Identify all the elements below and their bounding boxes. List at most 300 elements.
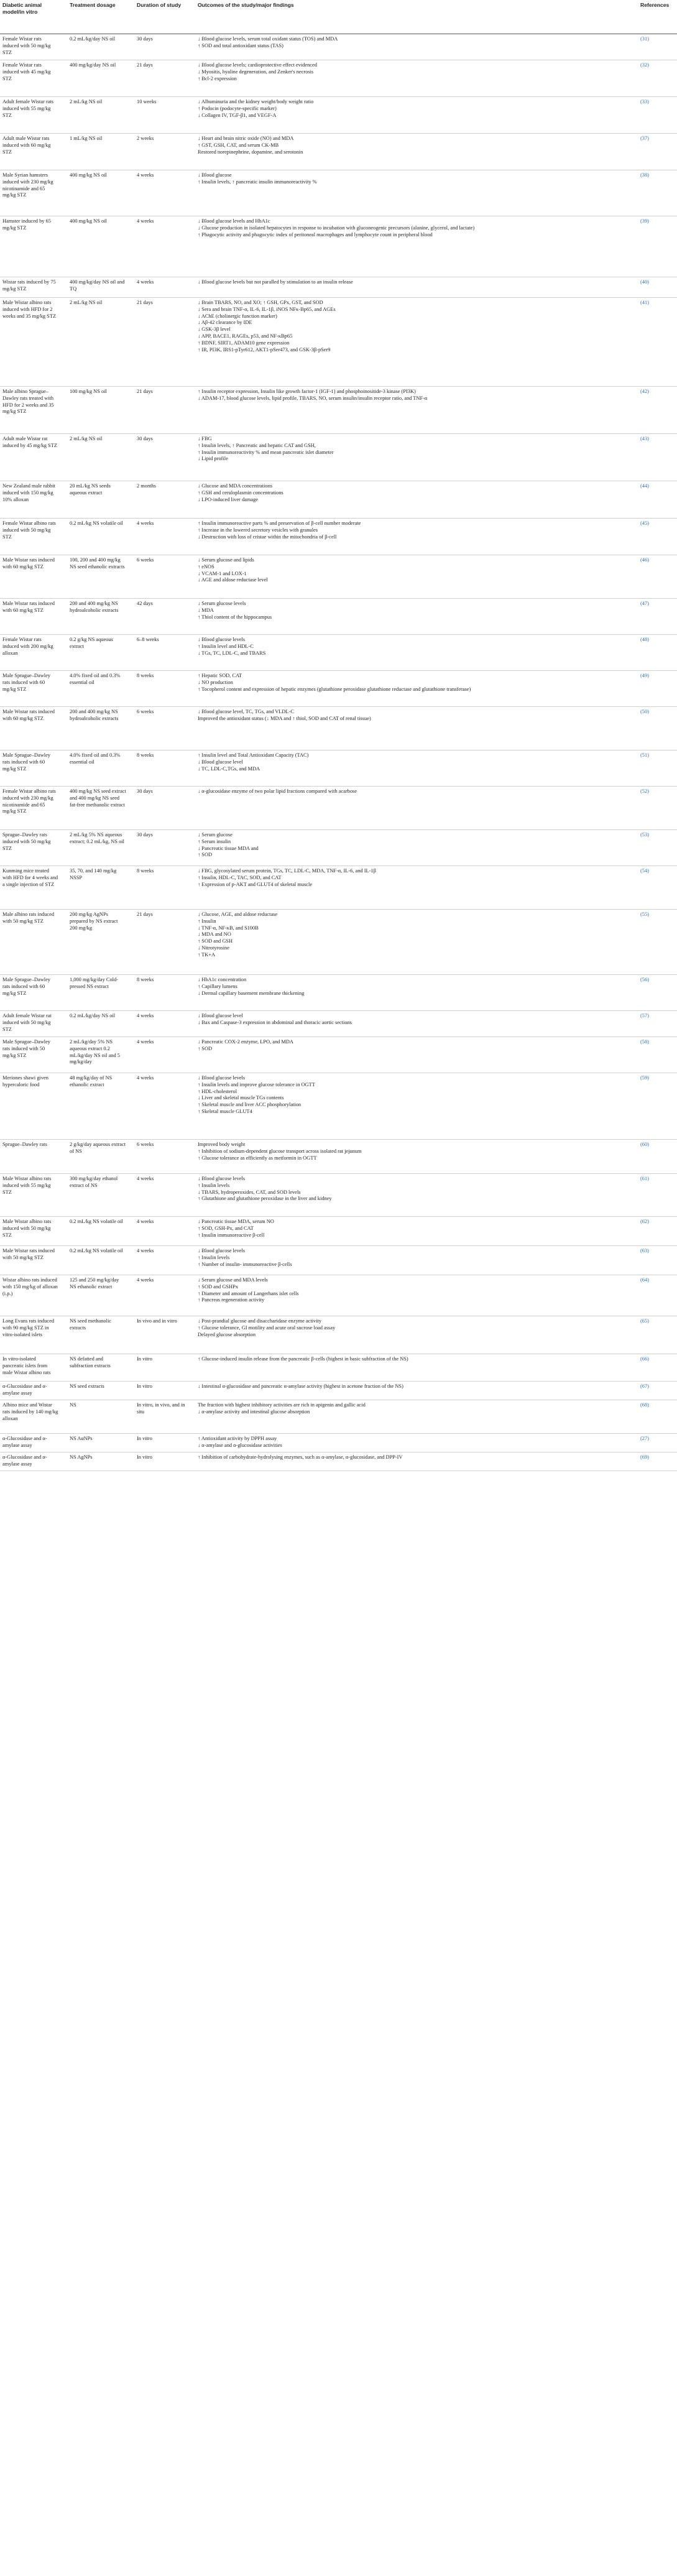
findings-cell (198, 1356, 602, 1363)
table-row (0, 635, 677, 671)
reference-link[interactable]: (27) (640, 1436, 649, 1441)
reference-link[interactable]: (44) (640, 483, 649, 489)
table-row (0, 599, 677, 635)
table-row (0, 134, 677, 170)
finding-line: Improved body weight (198, 1142, 246, 1147)
duration-cell: 10 weeks (137, 99, 157, 104)
finding-line: ↑ Serum insulin (198, 838, 231, 844)
finding-line: ↓ Brain TBARS, NO, and XO; ↑ GSH, GPx, GST, and SOD (198, 300, 323, 305)
finding-line: ↓ Post-prandial glucose and disaccharidase enzyme activity (198, 1318, 322, 1324)
findings-cell (198, 1318, 602, 1338)
duration-cell: 4 weeks (137, 279, 154, 285)
findings-cell (198, 1248, 602, 1268)
finding-line: ↓ Intestinal α-glucosidase and pancreatic α-amylase activity (highest in acetone fraction of the NS) (198, 1383, 403, 1389)
header-duration: Duration of study (137, 2, 182, 8)
dosage-cell: 48 mg/kg/day of NS ethanolic extract (70, 1075, 113, 1087)
reference-link[interactable]: (67) (640, 1383, 649, 1389)
finding-line: ↓ Serum glucose (198, 832, 233, 838)
reference-link[interactable]: (54) (640, 868, 649, 874)
findings-cell (198, 1176, 602, 1203)
dosage-cell: 400 mg/kg NS oil (70, 218, 107, 224)
header-dosage: Treatment dosage (70, 2, 116, 8)
model-cell: Male Sprague–Dawley rats induced with 50 mg/kg STZ (2, 1039, 50, 1058)
table-row (0, 277, 677, 298)
reference-link[interactable]: (58) (640, 1039, 649, 1045)
duration-cell: In vitro (137, 1356, 152, 1362)
duration-cell: 21 days (137, 912, 153, 917)
reference-link[interactable]: (65) (640, 1318, 649, 1324)
finding-line: ↓ FBG, glycosylated serum protein, TGs, TC, LDL-C, MDA, TNF-α, IL-6, and IL-1β (198, 868, 376, 874)
model-cell: Male Sprague–Dawley rats induced with 60 mg/kg STZ (2, 752, 50, 772)
model-cell: Wistar rats induced by 75 mg/kg STZ (2, 279, 56, 292)
table-row (0, 60, 677, 97)
findings-cell (198, 279, 602, 286)
model-cell: Female Wistar albino rats induced with 50 mg/kg STZ (2, 520, 56, 540)
table-row (0, 975, 677, 1011)
model-cell: Male Wistar albino rats induced with 50 mg/kg STZ (2, 1219, 52, 1238)
finding-line: ↑ Insulin levels and improve glucose tolerance in OGTT (198, 1081, 315, 1087)
finding-line: ↓ AChE (cholinergic function marker) (198, 313, 277, 319)
finding-line: ↑ Inhibition of carbohydrate-hydrolysing enzymes, such as α-amylase, α-glucosidase, and DPP-IV (198, 1454, 403, 1460)
reference-link[interactable]: (31) (640, 36, 649, 42)
table-row (0, 910, 677, 975)
reference-link[interactable]: (64) (640, 1277, 649, 1283)
reference-link[interactable]: (47) (640, 601, 649, 606)
header-outcomes: Outcomes of the study/major findings (198, 2, 294, 8)
finding-line: ↓ Aβ-42 clearance by IDE (198, 320, 252, 326)
findings-cell (198, 218, 602, 238)
dosage-cell: 200 mg/kg AgNPs prepared by NS extract 200 mg/kg (70, 912, 118, 931)
finding-line: ↓ α-amylase activity and intestinal glucose absorption (198, 1408, 310, 1415)
table-header (0, 0, 677, 34)
dosage-cell: 2 mL/kg NS oil (70, 99, 103, 104)
table-row (0, 97, 677, 134)
finding-line: ↑ Insulin levels, ↑ pancreatic insulin immunoreactivity % (198, 178, 317, 185)
finding-line: ↑ Insulin immunoreactivity % and mean pancreatic islet diameter (198, 449, 334, 455)
finding-line: ↓ Bax and Caspase-3 expression in abdominal and thoracic aortic sections (198, 1019, 352, 1025)
finding-line: ↑ HDL-cholesterol (198, 1088, 237, 1094)
dosage-cell: 400 mg/kg NS oil (70, 172, 107, 178)
findings-cell (198, 977, 602, 997)
finding-line: ↑ Insulin levels (198, 1254, 230, 1260)
model-cell: Hamster induced by 65 mg/kg STZ (2, 218, 51, 231)
finding-line: ↑ Tocopherol content and expression of hepatic enzymes (glutathione peroxidase glutathione reductase and glutathione transferase) (198, 686, 471, 692)
table-row (0, 1073, 677, 1140)
finding-line: The fraction with highest inhibitory activities are rich in apigenin and gallic acid (198, 1402, 366, 1408)
duration-cell: 6 weeks (137, 557, 154, 563)
table-row (0, 216, 677, 277)
finding-line: ↑ Glucose tolerance, GI motility and acute oral sucrose load assay (198, 1324, 336, 1331)
finding-line: ↓ Glucose production in isolated hepatocytes in response to incubation with gluconeogenic precursors (alanine, glycerol, and lactate) (198, 224, 475, 231)
finding-line: Improved the antioxidant status (↓ MDA and ↑ thiol, SOD and CAT of renal tissue) (198, 715, 371, 721)
model-cell: Male Sprague–Dawley rats induced with 60 mg/kg STZ (2, 977, 50, 996)
dosage-cell: 2 mL/kg NS oil (70, 300, 103, 305)
finding-line: ↓ VCAM-1 and LOX-1 (198, 570, 247, 576)
reference-link[interactable]: (41) (640, 300, 649, 305)
finding-line: ↓ Blood glucose levels; cardioprotective effect evidenced (198, 62, 317, 68)
model-cell: Male albino rats induced with 50 mg/kg STZ (2, 912, 55, 924)
table-row (0, 707, 677, 750)
table-row (0, 1434, 677, 1452)
reference-link[interactable]: (53) (640, 832, 649, 838)
finding-line: ↓ Glucose and MDA concentrations (198, 483, 273, 489)
model-cell: Male Wistar albino rats induced with HFD for 2 weeks and 35 mg/kg STZ (2, 300, 57, 319)
reference-link[interactable]: (51) (640, 752, 649, 758)
duration-cell: 30 days (137, 788, 153, 794)
model-cell: Sprague–Dawley rats (2, 1142, 47, 1147)
table-row (0, 1140, 677, 1174)
table-row (0, 555, 677, 599)
findings-cell (198, 1013, 602, 1027)
table-row (0, 481, 677, 519)
finding-line: ↑ Insulin immunoreactive parts % and preservation of β-cell number moderate (198, 520, 361, 526)
dosage-cell: 400 mg/kg NS seed extract and 400 mg/kg NS seed fat-free methanolic extract (70, 788, 126, 808)
table-row (0, 34, 677, 60)
finding-line: ↑ SOD and GSHPx (198, 1283, 238, 1290)
header-model: Diabetic animal model/in vitro (2, 2, 42, 15)
model-cell: Male Wistar albino rats induced with 55 mg/kg STZ (2, 1176, 52, 1195)
dosage-cell: 200 and 400 mg/kg NS hydroalcoholic extracts (70, 709, 119, 721)
finding-line: ↑ Glucose-induced insulin release from the pancreatic β-cells (highest in basic subfraction of the NS) (198, 1356, 408, 1362)
dosage-cell: 0.2 mL/kg NS volatile oil (70, 1248, 123, 1253)
findings-cell (198, 557, 602, 584)
findings-cell (198, 788, 602, 795)
reference-link[interactable]: (69) (640, 1454, 649, 1460)
finding-line: ↑ Capillary lumens (198, 983, 237, 989)
duration-cell: 4 weeks (137, 1075, 154, 1081)
findings-cell (198, 1454, 602, 1461)
findings-cell (198, 709, 602, 722)
findings-cell (198, 389, 602, 402)
finding-line: ↑ Insulin levels (198, 1182, 230, 1188)
duration-cell: 30 days (137, 36, 153, 42)
finding-line: ↓ Lipid profile (198, 456, 228, 462)
finding-line: ↓ Blood glucose levels (198, 1248, 246, 1253)
finding-line: ↑ eNOS (198, 563, 214, 570)
findings-cell (198, 300, 602, 353)
finding-line: ↓ LPO-induced liver damage (198, 496, 258, 502)
finding-line: ↑ TK+A (198, 951, 216, 958)
finding-line: ↓ Myositis, hyaline degeneration, and Zenker's necrosis (198, 68, 314, 75)
dosage-cell: 300 mg/kg/day ethanol extract of NS (70, 1176, 118, 1188)
reference-link[interactable]: (56) (640, 977, 649, 982)
findings-cell (198, 136, 602, 155)
finding-line: ↓ Blood glucose level, TC, TGs, and VLDL-C (198, 709, 294, 714)
dosage-cell: 1 mL/kg NS oil (70, 136, 103, 141)
table-row (0, 387, 677, 434)
dosage-cell: 2 mL/kg 5% NS aqueous extract; 0.2 mL/kg, NS oil (70, 832, 124, 844)
table-row (0, 1354, 677, 1382)
finding-line: ↓ NO production (198, 679, 233, 685)
reference-link[interactable]: (50) (640, 709, 649, 714)
duration-cell: 4 weeks (137, 1277, 154, 1283)
reference-link[interactable]: (42) (640, 389, 649, 394)
findings-cell (198, 673, 602, 693)
finding-line: ↓ TC, LDL-C,TGs, and MDA (198, 765, 260, 772)
duration-cell: 4 weeks (137, 1013, 154, 1018)
duration-cell: 21 days (137, 62, 153, 68)
model-cell: Female Wistar rats induced with 45 mg/kg STZ (2, 62, 51, 81)
model-cell: Adult female Wistar rat induced with 50 mg/kg STZ (2, 1013, 52, 1032)
finding-line: ↑ Hepatic SOD, CAT (198, 673, 242, 678)
findings-cell (198, 1402, 602, 1416)
duration-cell: 30 days (137, 436, 153, 441)
duration-cell: In vitro (137, 1383, 152, 1389)
finding-line: ↓ Sera and brain TNF-α, IL-6, IL-1β, iNOS NFκ-Bp65, and AGEs (198, 306, 336, 312)
reference-link[interactable]: (60) (640, 1142, 649, 1147)
duration-cell: 8 weeks (137, 868, 154, 874)
model-cell: Meriones shawi given hypercaloric food (2, 1075, 48, 1087)
model-cell: α-Glucosidase and α-amylase assay (2, 1436, 47, 1448)
finding-line: ↑ Phagocytic activity and phagocytic index of peritoneal macrophages and lymphocyte count in peripheral blood (198, 231, 433, 238)
dosage-cell: NS seed methanolic extracts (70, 1318, 111, 1331)
reference-link[interactable]: (68) (640, 1402, 649, 1408)
findings-cell (198, 1075, 602, 1115)
model-cell: Adult male Wistar rats induced with 60 mg/kg STZ (2, 136, 51, 155)
finding-line: ↑ GSH and ceruloplasmin concentrations (198, 489, 283, 496)
finding-line: Restored norepinephrine, dopamine, and serotonin (198, 149, 303, 155)
model-cell: Sprague–Dawley rats induced with 50 mg/kg STZ (2, 832, 51, 851)
duration-cell: 2 months (137, 483, 156, 489)
model-cell: Long Evans rats induced with 90 mg/kg STZ in vitro-isolated islets (2, 1318, 55, 1337)
finding-line: ↑ SOD (198, 852, 213, 858)
table-row (0, 750, 677, 787)
reference-link[interactable]: (66) (640, 1356, 649, 1362)
dosage-cell: 100, 200 and 400 mg/kg NS seed ethanolic extracts (70, 557, 125, 570)
duration-cell: 6–8 weeks (137, 637, 159, 642)
model-cell: Male Wistar rats induced with 60 mg/kg STZ (2, 601, 55, 613)
finding-line: Delayed glucose absorption (198, 1331, 256, 1337)
finding-line: ↑ Insulin (198, 918, 216, 924)
findings-cell (198, 1039, 602, 1053)
finding-line: ↑ Insulin, HDL-C, TAC, SOD, and CAT (198, 874, 282, 880)
reference-link[interactable]: (40) (640, 279, 649, 285)
finding-line: ↓ Blood glucose levels (198, 1176, 246, 1181)
findings-cell (198, 637, 602, 657)
finding-line: ↑ Insulin levels, ↑ Pancreatic and hepatic CAT and GSH, (198, 442, 316, 448)
finding-line: ↑ Insulin level and HDL-C (198, 643, 254, 649)
finding-line: ↓ Blood glucose levels (198, 637, 246, 642)
finding-line: ↓ HbA1c concentration (198, 977, 247, 982)
finding-line: ↑ Thiol content of the hippocampus (198, 614, 272, 620)
findings-cell (198, 62, 602, 82)
finding-line: ↓ MDA (198, 607, 214, 613)
finding-line: ↑ SOD, GSH-Px, and CAT (198, 1225, 254, 1231)
reference-link[interactable]: (32) (640, 62, 649, 68)
finding-line: ↑ Bcl-2 expression (198, 75, 237, 81)
duration-cell: In vitro (137, 1454, 152, 1460)
dosage-cell: 0.2 mL/kg NS volatile oil (70, 520, 123, 526)
model-cell: New Zealand male rabbit induced with 150 mg/kg 10% alloxan (2, 483, 55, 502)
duration-cell: 4 weeks (137, 1039, 154, 1045)
duration-cell: 8 weeks (137, 977, 154, 982)
table-row (0, 1400, 677, 1434)
dosage-cell: 125 and 250 mg/kg/day NS ethanolic extract (70, 1277, 119, 1290)
finding-line: ↓ Serum glucose and lipids (198, 557, 254, 563)
finding-line: ↓ Blood glucose level (198, 1013, 243, 1018)
finding-line: ↑ Insulin level and Total Antioxidant Capacity (TAC) (198, 752, 309, 758)
dosage-cell: NS AuNPs (70, 1436, 93, 1441)
duration-cell: 2 weeks (137, 136, 154, 141)
table-row (0, 1452, 677, 1471)
findings-cell (198, 1219, 602, 1239)
model-cell: Adult male Wistar rat induced by 45 mg/kg STZ (2, 436, 57, 448)
duration-cell: 4 weeks (137, 1248, 154, 1253)
finding-line: ↓ Collagen IV, TGF-β1, and VEGF-A (198, 112, 277, 118)
reference-link[interactable]: (57) (640, 1013, 649, 1018)
reference-link[interactable]: (46) (640, 557, 649, 563)
finding-line: ↓ FBG (198, 436, 212, 441)
finding-line: ↑ Pancreas regeneration activity (198, 1297, 265, 1303)
finding-line: ↑ Podocin (podocyte-specific marker) (198, 105, 277, 111)
findings-cell (198, 1277, 602, 1304)
model-cell: α-Glucosidase and α-amylase assay (2, 1383, 47, 1396)
reference-link[interactable]: (48) (640, 637, 649, 642)
table-row (0, 170, 677, 216)
model-cell: Albino mice and Wistar rats induced by 140 mg/kg alloxan (2, 1402, 58, 1421)
findings-cell (198, 752, 602, 772)
finding-line: ↓ Albuminuria and the kidney weight/body weight ratio (198, 99, 314, 104)
finding-line: ↓ Pancreatic tissue MDA, serum NO (198, 1219, 274, 1224)
table-row (0, 1275, 677, 1316)
reference-link[interactable]: (55) (640, 912, 649, 917)
duration-cell: In vitro, in vivo, and in situ (137, 1402, 185, 1415)
dosage-cell: 35, 70, and 140 mg/kg NSSP (70, 868, 117, 880)
reference-link[interactable]: (63) (640, 1248, 649, 1253)
duration-cell: 21 days (137, 300, 153, 305)
header-references: References (640, 2, 670, 8)
reference-link[interactable]: (61) (640, 1176, 649, 1181)
dosage-cell: 2 mL/kg NS oil (70, 436, 103, 441)
model-cell: Male Sprague–Dawley rats induced with 60 mg/kg STZ (2, 673, 50, 692)
duration-cell: In vitro (137, 1436, 152, 1441)
dosage-cell: 1,000 mg/kg/day Cold-pressed NS extract (70, 977, 118, 989)
finding-line: ↓ TGs, TC, LDL-C, and TBARS (198, 650, 266, 656)
table-row (0, 1246, 677, 1275)
findings-cell (198, 1142, 602, 1161)
finding-line: ↑ Glutathione and glutathione peroxidase in the liver and kidney (198, 1196, 332, 1202)
table-body (0, 34, 677, 1471)
finding-line: ↑ Number of insulin- immunoreactive β-cells (198, 1261, 292, 1267)
finding-line: ↓ Pancreatic COX-2 enzyme, LPO, and MDA (198, 1039, 293, 1045)
finding-line: ↓ Dermal capillary basement membrane thickening (198, 990, 305, 996)
model-cell: Male Wistar rats induced with 60 mg/kg STZ (2, 557, 55, 570)
table-row (0, 671, 677, 707)
findings-cell (198, 832, 602, 859)
finding-line: ↑ SOD and GSH (198, 938, 233, 944)
finding-line: ↓ Glucose, AGE, and aldose reductase (198, 912, 278, 917)
table-row (0, 1217, 677, 1246)
model-cell: In vitro-isolated pancreatic islets from male Wistar albino rats (2, 1356, 51, 1375)
finding-line: ↑ Insulin receptor expression, Insulin like growth factor-1 (IGF-1) and phosphoinositide-3 kinase (PI3K) (198, 389, 416, 394)
reference-link[interactable]: (39) (640, 218, 649, 224)
table-row (0, 1382, 677, 1400)
duration-cell: 8 weeks (137, 673, 154, 678)
finding-line: ↓ Heart and brain nitric oxide (NO) and MDA (198, 136, 294, 141)
duration-cell: 4 weeks (137, 1176, 154, 1181)
model-cell: Male Wistar rats induced with 50 mg/kg STZ (2, 1248, 55, 1260)
dosage-cell: NS (70, 1402, 76, 1408)
dosage-cell: NS AgNPs (70, 1454, 93, 1460)
finding-line: ↑ Insulin immunoreactive β-cell (198, 1232, 265, 1238)
table-row (0, 830, 677, 866)
findings-cell (198, 1436, 602, 1449)
duration-cell: 4 weeks (137, 520, 154, 526)
dosage-cell: 20 mL/kg NS seeds aqueous extract (70, 483, 111, 496)
finding-line: ↓ α-glucosidase enzyme of two polar lipid fractions compared with acarbose (198, 788, 357, 794)
model-cell: Female Wistar rats induced with 200 mg/kg alloxan (2, 637, 53, 656)
finding-line: ↓ Blood glucose (198, 172, 232, 178)
finding-line: ↓ Pancreatic tissue MDA and (198, 845, 259, 851)
dosage-cell: 0.2 mL/kg/day NS oil (70, 36, 116, 42)
reference-link[interactable]: (38) (640, 172, 649, 178)
reference-link[interactable]: (62) (640, 1219, 649, 1224)
reference-link[interactable]: (45) (640, 520, 649, 526)
finding-line: ↓ Liver and skeletal muscle TGs contents (198, 1095, 284, 1101)
finding-line: ↑ SOD and total antioxidant status (TAS) (198, 42, 283, 48)
reference-link[interactable]: (52) (640, 788, 649, 794)
model-cell: Female Wistar rats induced with 50 mg/kg STZ (2, 36, 51, 55)
finding-line: ↑ Skeletal muscle GLUT4 (198, 1108, 252, 1114)
findings-cell (198, 99, 602, 119)
finding-line: ↓ Destruction with loss of cristae within the mitochondria of β-cell (198, 533, 337, 540)
model-cell: Male Syrian hamsters induced with 230 mg/kg nicotinamide and 65 mg/kg STZ (2, 172, 53, 198)
finding-line: ↓ Serum glucose levels (198, 601, 246, 606)
finding-line: ↑ BDNF, SIRT1, ADAM10 gene expression (198, 339, 290, 346)
duration-cell: 21 days (137, 389, 153, 394)
finding-line: ↓ Blood glucose level (198, 759, 243, 765)
findings-cell (198, 912, 602, 959)
reference-link[interactable]: (37) (640, 136, 649, 141)
finding-line: ↑ Antioxidant activity by DPPH assay (198, 1436, 277, 1441)
reference-link[interactable]: (59) (640, 1075, 649, 1081)
model-cell: Male albino Sprague–Dawley rats treated with HFD for 2 weeks and 35 mg/kg STZ (2, 389, 54, 415)
table-row (0, 787, 677, 830)
finding-line: ↓ APP, BACE1, RAGEs, p53, and NF-κBp65 (198, 333, 293, 339)
table-row (0, 866, 677, 910)
finding-line: ↓ Blood glucose levels, serum total oxidant status (TOS) and MDA (198, 36, 338, 42)
finding-line: ↓ Nitrotyrosine (198, 944, 229, 951)
dosage-cell: NS defatted and subfraction extracts (70, 1356, 111, 1369)
model-cell: Male Wistar rats induced with 60 mg/kg STZ (2, 709, 55, 721)
finding-line: ↑ GST, GSH, CAT, and serum CK-MB (198, 142, 279, 148)
dosage-cell: 100 mg/kg NS oil (70, 389, 107, 394)
dosage-cell: 400 mg/kg/day NS oil (70, 62, 116, 68)
reference-link[interactable]: (49) (640, 673, 649, 678)
finding-line: ↓ TBARS, hydroperoxides, CAT, and SOD levels (198, 1189, 301, 1195)
duration-cell: 4 weeks (137, 172, 154, 178)
table-row (0, 1011, 677, 1037)
finding-line: ↓ Blood glucose levels and HbA1c (198, 218, 270, 224)
dosage-cell: 400 mg/kg/day NS oil and TQ (70, 279, 125, 292)
finding-line: ↓ MDA and NO (198, 931, 231, 938)
model-cell: Wistar albino rats induced with 150 mg/kg of alloxan (i.p.) (2, 1277, 58, 1296)
reference-link[interactable]: (33) (640, 99, 649, 104)
table-row (0, 298, 677, 387)
finding-line: ↑ SOD (198, 1045, 213, 1051)
findings-cell (198, 868, 602, 888)
reference-link[interactable]: (43) (640, 436, 649, 441)
dosage-cell: 200 and 400 mg/kg NS hydroalcoholic extracts (70, 601, 119, 613)
duration-cell: 4 weeks (137, 218, 154, 224)
findings-cell (198, 172, 602, 186)
dosage-cell: NS seed extracts (70, 1383, 104, 1389)
dosage-cell: 0.2 mL/kg/day NS oil (70, 1013, 116, 1018)
duration-cell: 4 weeks (137, 1219, 154, 1224)
table-row (0, 1316, 677, 1354)
table-row (0, 1174, 677, 1217)
dosage-cell: 0.2 g/kg NS aqueous extract (70, 637, 113, 649)
